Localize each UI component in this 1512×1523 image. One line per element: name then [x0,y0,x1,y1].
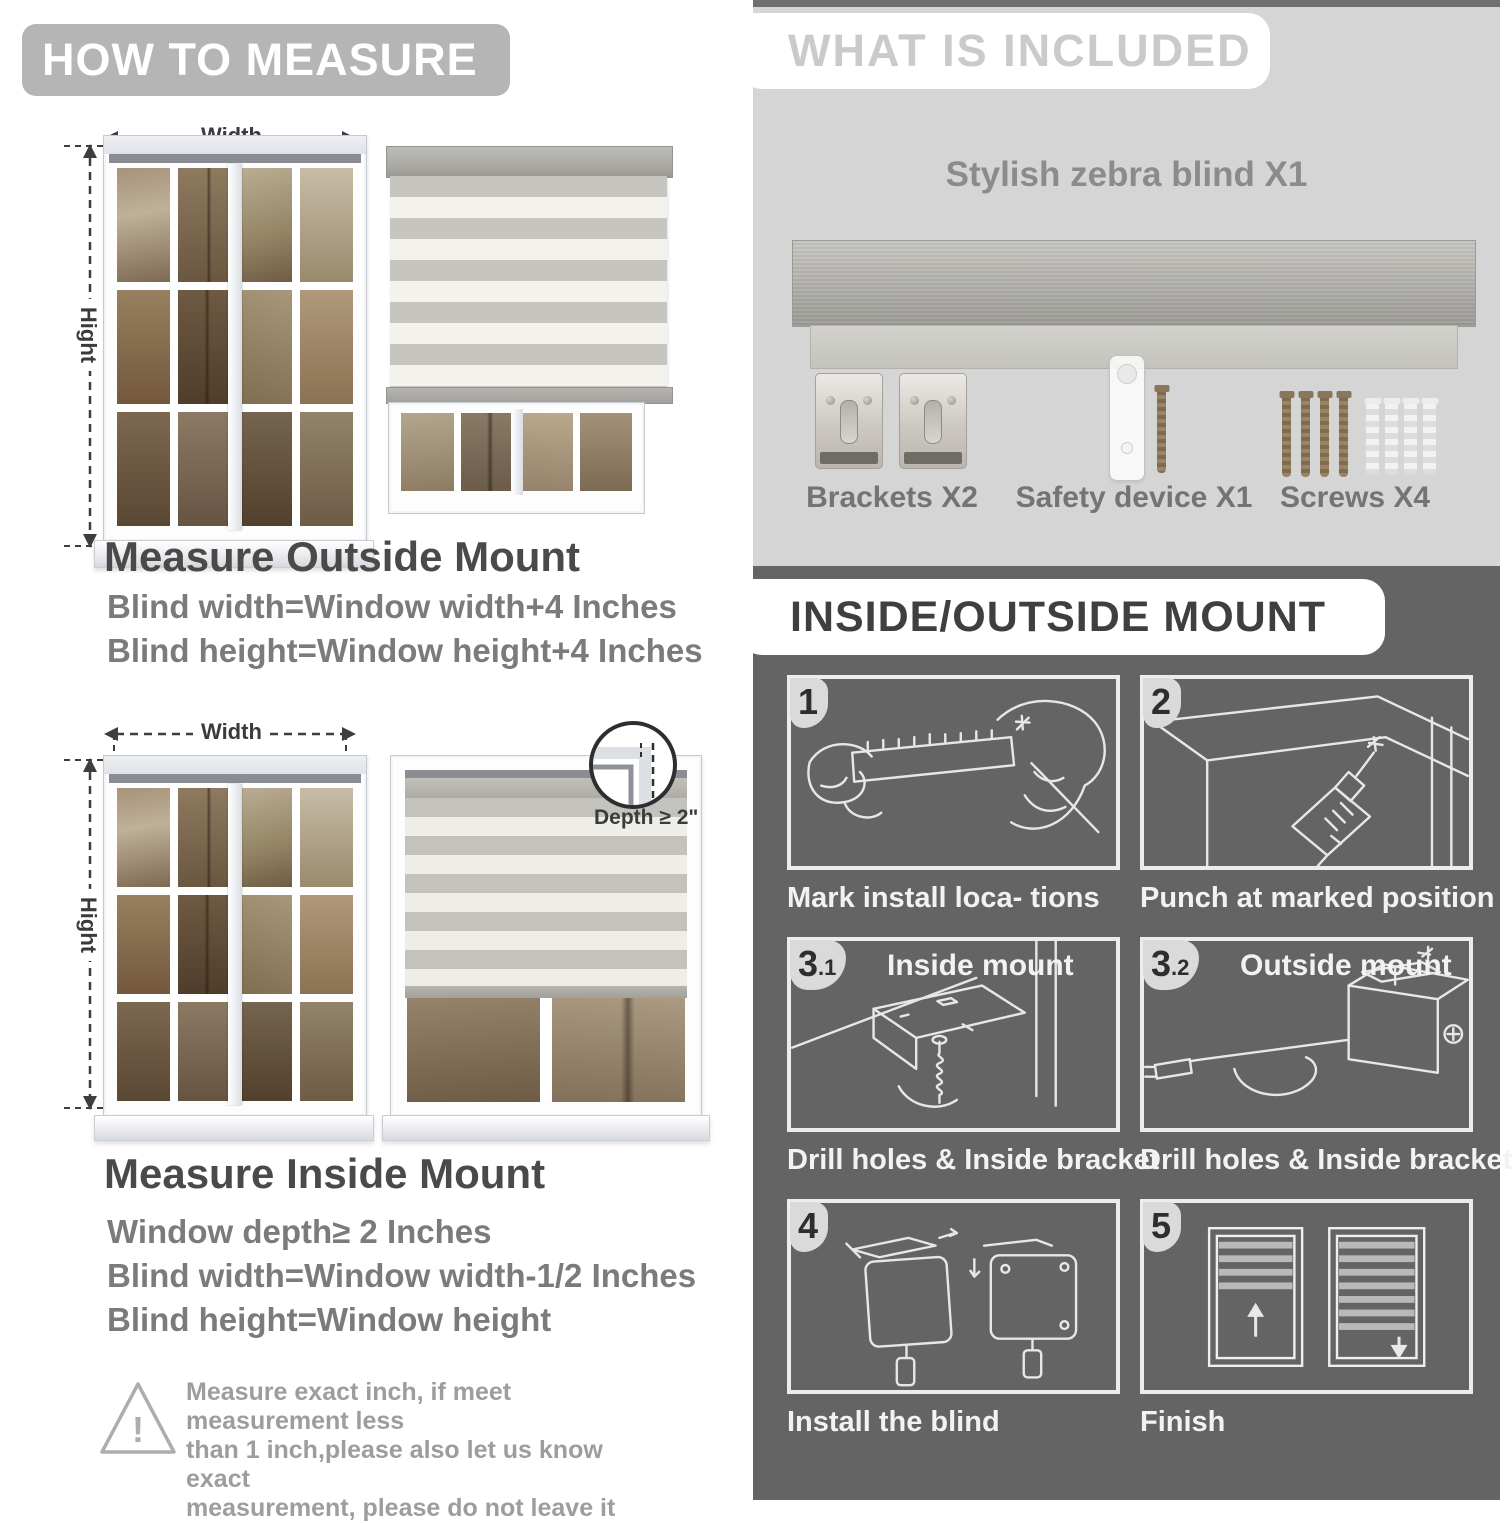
step-2-tile [1140,675,1473,870]
what-is-included-title: WHAT IS INCLUDED [788,25,1252,76]
step-4-badge: 4 [790,1202,828,1252]
depth-magnifier-icon [587,719,679,811]
height-dimension-label: Hight [75,299,101,371]
step-3-2-caption: Drill holes & Inside bracket [1140,1144,1512,1176]
step-4-tile [787,1199,1120,1394]
installation-steps-grid [787,675,1512,1461]
step-1-tile [787,675,1120,870]
brackets-icon [899,373,967,469]
wall-anchor-icon [1404,403,1417,475]
step-5-tile [1140,1199,1473,1394]
brackets-icon [815,373,883,469]
what-is-included-panel [753,7,1500,566]
blind-cassette [386,146,673,178]
warning-note [186,1378,656,1523]
screws-icon [1282,397,1291,477]
step-4 [787,1199,1120,1461]
step-2-badge: 2 [1143,678,1181,728]
warning-line: measurement, please do not leave it [186,1494,616,1522]
product-title: Stylish zebra blind X1 [945,155,1308,194]
wall-anchor-icon [1366,403,1379,475]
window-top-band [104,136,366,154]
drill-illustration [1144,679,1469,866]
zebra-blind-stripes [390,176,667,387]
screws-icon [1301,397,1310,477]
step-5-caption: Finish [1140,1406,1226,1438]
safety-device-icon [1109,355,1145,481]
step-3-2-title: Outside mount [1240,949,1452,982]
window-center-mullion [228,784,242,1105]
screws-icon [1339,397,1348,477]
step-2 [1140,675,1495,937]
step-3-1-title: Inside mount [887,949,1074,982]
install-blind-illustration [791,1203,1116,1390]
zebra-blind-rolled-bar [792,240,1476,327]
screw-icon [1157,391,1166,473]
inside-formula-depth: Window depth≥ 2 Inches [107,1213,492,1250]
finish-blinds-illustration [1144,1203,1469,1390]
warning-triangle-icon [100,1378,180,1460]
depth-note: Depth ≥ 2" [594,806,699,829]
how-to-measure-title: HOW TO MEASURE [42,34,478,85]
window-center-mullion [228,164,242,530]
step-3-2-tile [1140,937,1473,1132]
mark-locations-illustration [791,679,1116,866]
step-3-2 [1140,937,1512,1199]
inside-formula-height: Blind height=Window height [107,1301,552,1338]
step-3-1-badge: 3 .1 [790,940,846,990]
measure-inside-mount-heading: Measure Inside Mount [104,1150,546,1197]
safety-device-label: Safety device X1 [1015,481,1253,514]
step-3-1-tile [787,937,1120,1132]
width-dimension-label: Width [193,719,270,745]
wall-anchor-icon [1423,403,1436,475]
inside-outside-mount-panel [753,566,1512,1500]
step-3-1 [787,937,1160,1199]
window-panes [407,998,685,1102]
top-dark-strip [753,0,1500,7]
inside-outside-mount-title: INSIDE/OUTSIDE MOUNT [790,592,1327,641]
blind-bottom-rail [405,986,687,998]
height-dimension-label: Hight [75,889,101,961]
screws-label: Screws X4 [1279,481,1431,514]
warning-line: than 1 inch,please also let us know exact [186,1436,603,1493]
window-center-mullion [511,409,523,495]
inside-outside-mount-header [740,579,1385,655]
step-1-badge: 1 [790,678,828,728]
measure-outside-mount-heading: Measure Outside Mount [104,533,581,580]
window-illustration-outside [103,135,367,542]
wall-anchor-icon [1385,403,1398,475]
what-is-included-header [740,13,1270,89]
warning-line: Measure exact inch, if meet measurement less [186,1378,512,1435]
window-sill [94,1115,374,1141]
step-5 [1140,1199,1473,1461]
window-top-band [104,756,366,774]
brackets-label: Brackets X2 [806,481,978,514]
outside-formula-width: Blind width=Window width+4 Inches [107,588,677,625]
screws-icon [1320,397,1329,477]
warning-exclamation: ! [132,1409,144,1450]
step-3-2-badge: 3 .2 [1143,940,1199,990]
outside-formula-height: Blind height=Window height+4 Inches [107,632,703,669]
window-top-track [109,154,361,163]
window-under-blind [388,402,645,514]
step-1-caption: Mark install loca- tions [787,882,1100,914]
window-top-track [109,774,361,783]
step-5-badge: 5 [1143,1202,1181,1252]
how-to-measure-header [22,24,510,96]
window-sill [382,1115,710,1141]
step-4-caption: Install the blind [787,1406,1000,1438]
inside-formula-width: Blind width=Window width-1/2 Inches [107,1257,697,1294]
step-1 [787,675,1120,937]
window-illustration-inside [103,755,367,1117]
step-2-caption: Punch at marked position [1140,882,1495,914]
step-3-1-caption: Drill holes & Inside bracket [787,1144,1160,1176]
